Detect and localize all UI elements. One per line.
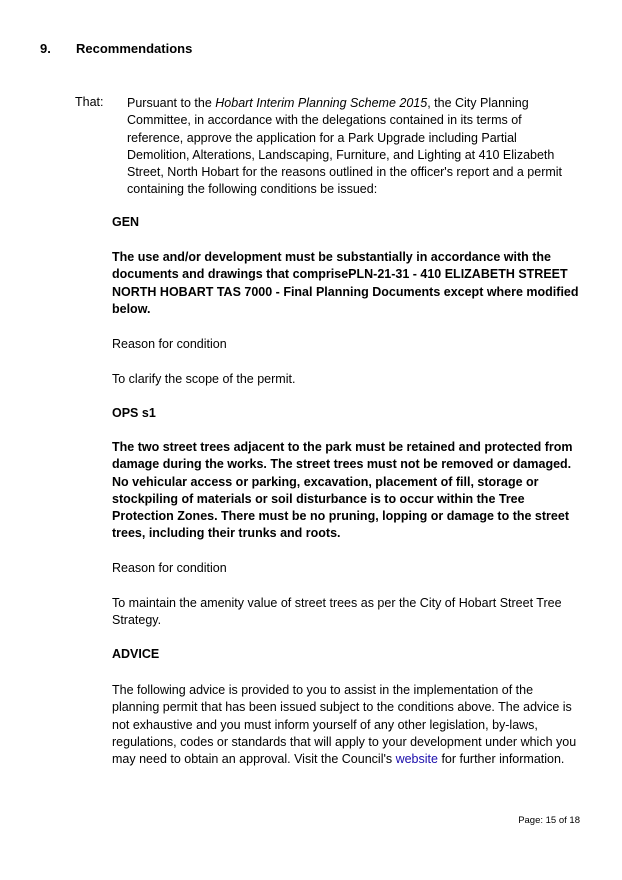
condition-ops-reason-label: Reason for condition xyxy=(112,561,227,575)
intro-prefix: Pursuant to the xyxy=(127,96,216,110)
condition-gen-text: The use and/or development must be substantially in accordance with the documents and drawings that comprisePLN-21-31 - 410 ELIZABETH STREET NORTH HOBART TAS 7000 - Final Planning Documents except where modified below. xyxy=(112,250,579,316)
condition-gen-reason-label: Reason for condition xyxy=(112,337,227,351)
condition-ops-code: OPS s1 xyxy=(112,406,156,420)
page-number: Page: 15 of 18 xyxy=(518,815,580,826)
section-number: 9. xyxy=(40,41,51,56)
advice-text-end: for further information. xyxy=(437,752,565,767)
advice-text: The following advice is provided to you to assist in the implementation of the planning permit that has been issued subject to the conditions above. The advice is not exhaustive and you must inform yourself of any other legislation, by-laws, regulations, codes or standards that will apply to your development under which you may need to obtain an approval. Visit the Council's xyxy=(112,683,577,767)
condition-ops-text: The two street trees adjacent to the park must be retained and protected from damage during the works. The street trees must not be removed or damaged. No vehicular access or parking, excavation, placement of fill, storage or stockpiling of materials or soil disturbance is to occur within the Tree Protection Zones. There must be no pruning, lopping or damage to the street trees, including their trunks and roots. xyxy=(112,440,573,541)
intro-paragraph xyxy=(127,95,567,199)
condition-gen-reason: To clarify the scope of the permit. xyxy=(112,372,296,386)
intro-suffix: , the City Planning Committee, in accordance with the delegations contained in its terms of reference, approve the application for a Park Upgrade including Partial Demolition, Alterations, Landscaping, Furniture, and Lighting at 410 Elizabeth Street, North Hobart for the reasons outlined in the officer's report and a permit containing the following conditions be issued: xyxy=(127,96,563,197)
condition-ops-reason: To maintain the amenity value of street trees as per the City of Hobart Street Tree Strategy. xyxy=(112,596,562,628)
website-link[interactable]: website xyxy=(395,752,438,767)
section-title: Recommendations xyxy=(76,41,193,56)
that-label: That: xyxy=(75,95,104,109)
advice-heading: ADVICE xyxy=(112,647,160,661)
advice-paragraph xyxy=(112,682,582,768)
scheme-name: Hobart Interim Planning Scheme 2015 xyxy=(215,96,428,110)
condition-gen-code: GEN xyxy=(112,215,140,229)
